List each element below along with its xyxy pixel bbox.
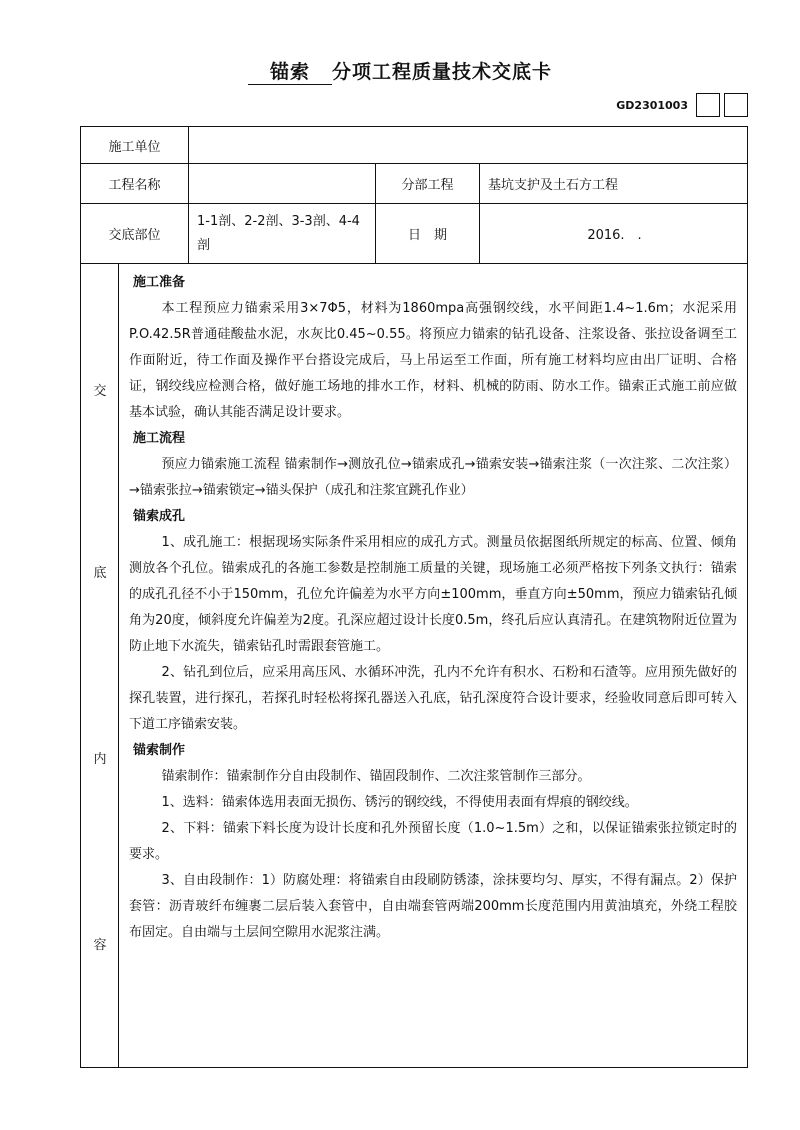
title-text: 分项工程质量技术交底卡 — [332, 61, 553, 83]
document-code-row — [616, 93, 748, 117]
side-char-4: 容 — [93, 938, 107, 953]
section-title-make: 锚索制作 — [133, 743, 186, 758]
section-text-make-1: 1、选料：锚索体选用表面无损伤、锈污的钢绞线，不得使用表面有焊痕的钢绞线。 — [161, 795, 638, 810]
row-project — [81, 164, 747, 204]
code-box-2 — [724, 93, 748, 117]
section-title-prep: 施工准备 — [133, 275, 186, 290]
date-value: 2016. . — [587, 228, 642, 243]
disclosure-form — [80, 126, 748, 1068]
section-title-hole: 锚索成孔 — [133, 509, 186, 524]
section-text-make-0: 锚索制作：锚索制作分自由段制作、锚固段制作、二次注浆管制作三部分。 — [161, 769, 591, 784]
disclosure-content — [119, 264, 747, 1067]
division-value: 基坑支护及土石方工程 — [488, 178, 619, 193]
division-label: 分部工程 — [376, 164, 480, 203]
row-unit — [81, 127, 747, 164]
section-text-make-2: 2、下料：锚索下料长度为设计长度和孔外预留长度（1.0~1.5m）之和，以保证锚索张拉锁定时的要求。 — [129, 821, 737, 862]
section-text-flow: 预应力锚索施工流程 锚索制作→测放孔位→锚索成孔→锚索安装→锚索注浆（一次注浆、二次注浆）→锚索张拉→锚索锁定→锚头保护（成孔和注浆宜跳孔作业） — [129, 457, 737, 498]
title-blank-field: 锚索 — [248, 60, 332, 85]
side-char-2: 底 — [93, 566, 107, 581]
section-text-prep: 本工程预应力锚索采用3×7Φ5，材料为1860mpa高强钢绞线，水平间距1.4~1.6m；水泥采用P.O.42.5R普通硅酸盐水泥，水灰比0.45~0.55。将预应力锚索的钻孔设备、注浆设备、张拉设备调至工作面附近，待工作面及操作平台搭设完成后，马上吊运至工作面，所有施工材料均应由出厂证明、合格证，钢绞线应检测合格，做好施工场地的排水工作，材料、机械的防雨、防水工作。锚索正式施工前应做基本试验，确认其能否满足设计要求。 — [129, 301, 737, 420]
location-label: 交底部位 — [81, 204, 189, 263]
side-char-3: 内 — [93, 752, 107, 767]
section-text-hole-1: 1、成孔施工：根据现场实际条件采用相应的成孔方式。测量员依据图纸所规定的标高、位置、倾角测放各个孔位。锚索成孔的各施工参数是控制施工质量的关键，现场施工必须严格按下列条文执行：锚索的成孔孔径不小于150mm，孔位允许偏差为水平方向±100mm，垂直方向±50mm，预应力锚索钻孔倾角为20度，倾斜度允许偏差为2度。孔深应超过设计长度0.5m，终孔后应认真清孔。在建筑物附近位置为防止地下水流失，锚索钻孔时需跟套管施工。 — [129, 535, 737, 654]
unit-label: 施工单位 — [81, 127, 189, 163]
project-value — [189, 164, 376, 203]
row-location — [81, 204, 747, 264]
unit-value — [189, 127, 749, 163]
location-value: 1-1剖、2-2剖、3-3剖、4-4剖 — [189, 204, 376, 263]
document-title — [0, 60, 800, 85]
section-title-flow: 施工流程 — [133, 431, 186, 446]
side-char-1: 交 — [93, 384, 107, 399]
project-label: 工程名称 — [81, 164, 189, 203]
document-code: GD2301003 — [616, 98, 688, 112]
section-text-make-3: 3、自由段制作：1）防腐处理：将锚索自由段刷防锈漆，涂抹要均匀、厚实，不得有漏点。2）保护套管：沥青玻纤布缠裹二层后装入套管中，自由端套管两端200mm长度范围内用黄油填充，外绕工程胶布固定。自由端与土层间空隙用水泥浆注满。 — [129, 873, 737, 940]
code-box-1 — [696, 93, 720, 117]
date-label: 日 期 — [376, 204, 480, 263]
content-side-label — [81, 264, 119, 1067]
section-text-hole-2: 2、钻孔到位后，应采用高压风、水循环冲洗，孔内不允许有积水、石粉和石渣等。应用预先做好的探孔装置，进行探孔，若探孔时轻松将探孔器送入孔底，钻孔深度符合设计要求，经验收同意后即可转入下道工序锚索安装。 — [129, 665, 737, 732]
